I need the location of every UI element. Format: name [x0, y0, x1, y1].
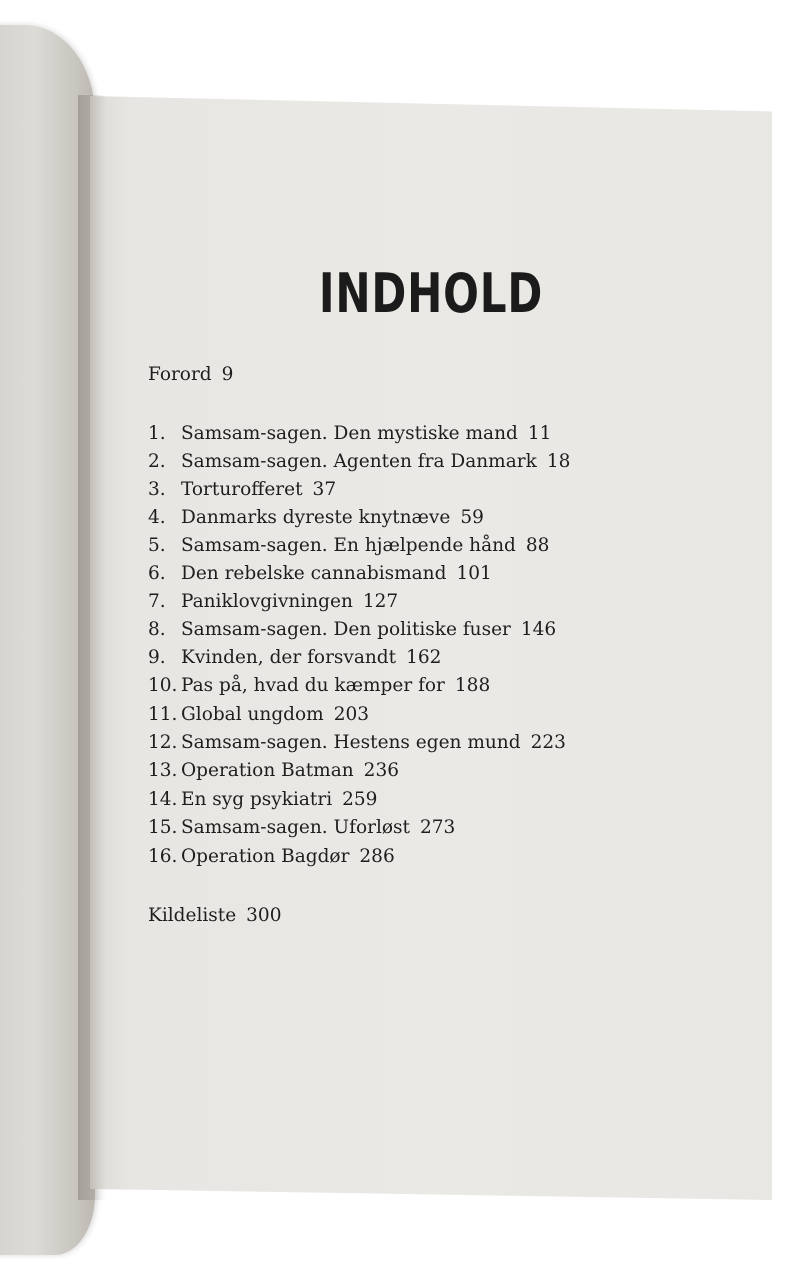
chapter-page: 223: [530, 732, 566, 753]
chapter-number: 16.: [148, 846, 178, 867]
chapter-number: 12.: [148, 732, 178, 753]
chapter-title: Samsam-sagen. En hjælpende hånd: [181, 535, 516, 556]
chapter-title: Operation Bagdør: [181, 846, 350, 867]
toc-sources: [148, 905, 281, 927]
chapter-title: Operation Batman: [181, 760, 354, 781]
chapter-page: 18: [546, 451, 571, 472]
chapter-title: Torturofferet: [181, 479, 303, 500]
toc-chapter-10: [148, 675, 490, 697]
page-title: INDHOLD: [318, 262, 544, 325]
toc-chapter-4: [148, 507, 484, 529]
toc-chapter-15: [148, 817, 455, 839]
chapter-title: Kvinden, der forsvandt: [181, 647, 397, 668]
chapter-number: 13.: [148, 760, 178, 781]
chapter-title: Pas på, hvad du kæmper for: [181, 675, 445, 696]
toc-chapter-5: [148, 535, 549, 557]
book-gutter: [78, 95, 106, 1200]
chapter-page: 127: [362, 591, 399, 612]
chapter-number: 10.: [148, 675, 178, 696]
chapter-number: 8.: [148, 619, 166, 640]
toc-chapter-7: [148, 591, 398, 613]
chapter-title: Samsam-sagen. Den politiske fuser: [181, 619, 511, 640]
toc-chapter-16: [148, 846, 395, 868]
chapter-number: 4.: [148, 507, 166, 528]
toc-chapter-9: [148, 647, 441, 669]
chapter-title: En syg psykiatri: [181, 789, 333, 810]
toc-chapter-1: [148, 423, 551, 445]
chapter-page: 203: [333, 704, 370, 725]
chapter-title: Danmarks dyreste knytnæve: [181, 507, 451, 528]
toc-sources-page: 300: [246, 905, 282, 926]
toc-chapter-8: [148, 619, 556, 641]
chapter-number: 1.: [148, 423, 166, 444]
chapter-number: 7.: [148, 591, 166, 612]
toc-foreword-label: Forord: [148, 364, 212, 385]
toc-chapter-12: [148, 732, 566, 754]
toc-sources-label: Kildeliste: [148, 905, 237, 926]
chapter-page: 273: [419, 817, 456, 838]
chapter-title: Samsam-sagen. Agenten fra Danmark: [181, 451, 537, 472]
chapter-number: 15.: [148, 817, 178, 838]
toc-foreword-page: 9: [221, 364, 234, 385]
chapter-page: 286: [359, 846, 395, 867]
chapter-number: 6.: [148, 563, 166, 584]
chapter-title: Samsam-sagen. Uforløst: [181, 817, 410, 838]
chapter-number: 2.: [148, 451, 166, 472]
chapter-title: Paniklovgivningen: [181, 591, 353, 612]
chapter-page: 162: [406, 647, 442, 668]
toc-chapter-6: [148, 563, 492, 585]
chapter-title: Global ungdom: [181, 704, 324, 725]
chapter-number: 3.: [148, 479, 166, 500]
toc-chapter-13: [148, 760, 399, 782]
toc-foreword: [148, 364, 233, 386]
toc-chapter-11: [148, 704, 369, 726]
chapter-page: 188: [454, 675, 491, 696]
chapter-number: 14.: [148, 789, 178, 810]
chapter-title: Samsam-sagen. Hestens egen mund: [181, 732, 521, 753]
chapter-number: 9.: [148, 647, 166, 668]
chapter-page: 101: [456, 563, 492, 584]
chapter-page: 37: [312, 479, 337, 500]
chapter-number: 5.: [148, 535, 166, 556]
toc-chapter-14: [148, 789, 377, 811]
chapter-number: 11.: [148, 704, 178, 725]
chapter-page: 236: [363, 760, 399, 781]
toc-chapter-3: [148, 479, 336, 501]
chapter-title: Samsam-sagen. Den mystiske mand: [181, 423, 518, 444]
chapter-title: Den rebelske cannabismand: [181, 563, 447, 584]
chapter-page: 11: [527, 423, 552, 444]
chapter-page: 88: [525, 535, 550, 556]
chapter-page: 259: [342, 789, 378, 810]
chapter-page: 146: [520, 619, 557, 640]
toc-chapter-2: [148, 451, 570, 473]
chapter-page: 59: [460, 507, 484, 528]
